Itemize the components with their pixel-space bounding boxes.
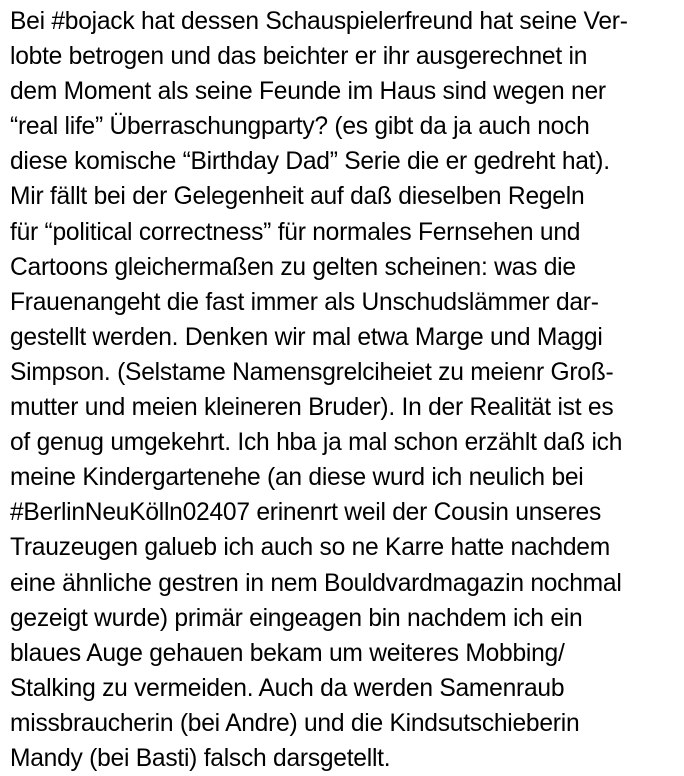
text-line: Mir fällt bei der Gelegenheit auf daß dieselben Regeln [10, 183, 585, 211]
text-line: #BerlinNeuKölln02407 erinenrt weil der Cousin unseres [10, 499, 602, 527]
text-line: Cartoons gleichermaßen zu gelten scheinen: was die [10, 253, 576, 281]
text-line: lobte betrogen und das beichter er ihr ausgerechnet in [10, 43, 588, 71]
text-line: Bei #bojack hat dessen Schauspielerfreund hat seine Ver- [10, 8, 628, 35]
text-line: Mandy (bei Basti) falsch darsgetellt. [10, 744, 391, 772]
text-line: blaues Auge gehauen bekam um weiteres Mobbing/ [10, 639, 565, 667]
text-line: gezeigt wurde) primär eingeagen bin nachdem ich ein [10, 604, 583, 632]
text-line: Trauzeugen galueb ich auch so ne Karre hatte nachdem [10, 534, 610, 562]
text-line: mutter und meien kleineren Bruder). In der Realität ist es [10, 394, 614, 422]
text-line: meine Kindergartenehe (an diese wurd ich neulich bei [10, 464, 584, 492]
text-line: dem Moment als seine Feunde im Haus sind wegen ner [10, 78, 606, 106]
text-line: gestellt werden. Denken wir mal etwa Marge und Maggi [10, 323, 603, 351]
text-line: Stalking zu vermeiden. Auch da werden Samenraub [10, 674, 565, 702]
text-line: eine ähnliche gestren in nem Bouldvardmagazin nochmal [10, 569, 622, 597]
text-line: “real life” Überraschungparty? (es gibt da ja auch noch [10, 113, 590, 141]
text-line: Simpson. (Selstame Namensgrelciheiet zu meienr Groß- [10, 358, 614, 386]
text-line: Frauenangeht die fast immer als Unschudslämmer dar- [10, 288, 599, 316]
text-line: of genug umgekehrt. Ich hba ja mal schon erzählt daß ich [10, 429, 623, 457]
body-text [10, 4, 674, 776]
text-line: diese komische “Birthday Dad” Serie die er gedreht hat). [10, 148, 610, 176]
text-line: missbraucherin (bei Andre) und die Kindsutschieberin [10, 709, 580, 737]
text-line: für “political correctness” für normales Fernsehen und [10, 218, 581, 246]
